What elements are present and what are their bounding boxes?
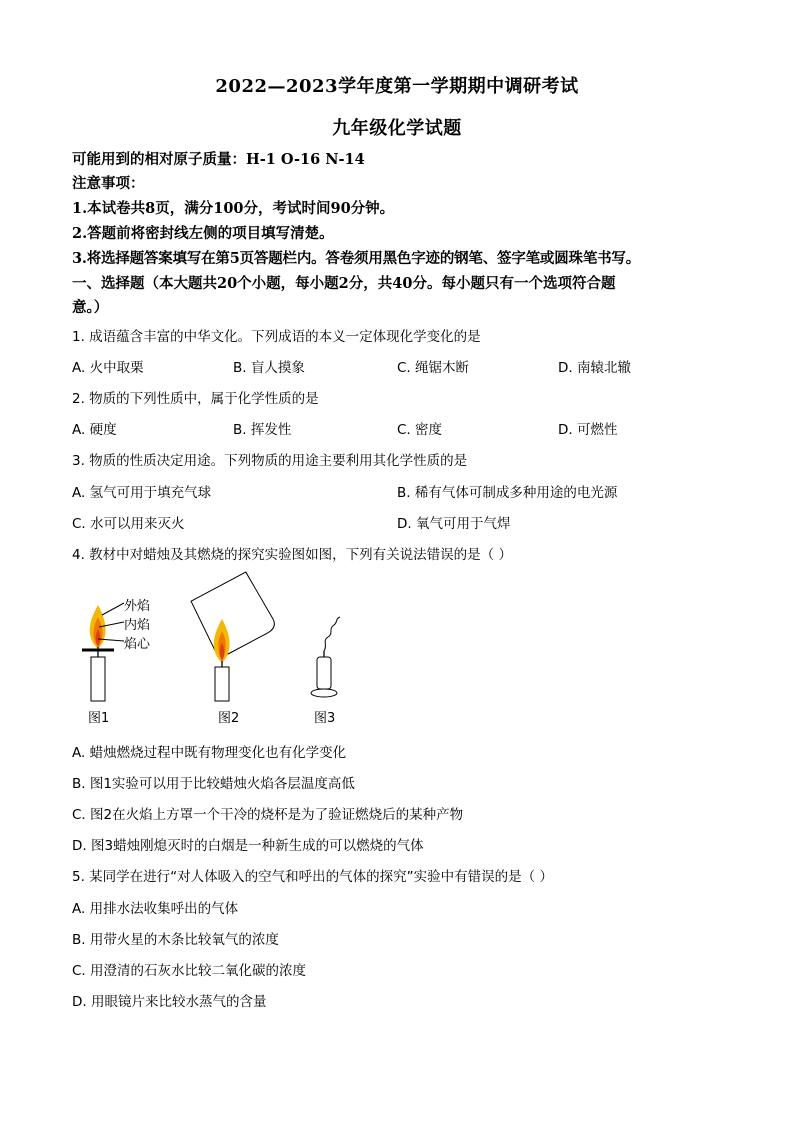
white-smoke [324, 617, 340, 651]
note-3: 3.将选择题答案填写在第5页答题栏内。答卷须用黑色字迹的钢笔、签字笔或圆珠笔书写。 [72, 250, 641, 267]
question-1-option-a[interactable]: A. 火中取栗 [72, 360, 144, 376]
section-heading-line2: 意。） [72, 299, 109, 316]
figure-1-candle [82, 603, 124, 701]
question-4-option-d[interactable]: D. 图3蜡烛刚熄灭时的白烟是一种新生成的可以燃烧的气体 [72, 838, 424, 854]
pointer-outer [102, 603, 124, 615]
candle-body-2 [215, 667, 229, 701]
question-2-option-c[interactable]: C. 密度 [397, 422, 443, 438]
question-2-option-b[interactable]: B. 挥发性 [233, 422, 292, 438]
question-3-option-c[interactable]: C. 水可以用来灭火 [72, 516, 185, 532]
label-inner-flame: 内焰 [124, 618, 151, 633]
question-3-option-d[interactable]: D. 氧气可用于气焊 [397, 516, 511, 532]
question-5-option-a[interactable]: A. 用排水法收集呼出的气体 [72, 901, 239, 917]
question-3-stem: 3. 物质的性质决定用途。下列物质的用途主要利用其化学性质的是 [72, 453, 468, 469]
question-3-option-a[interactable]: A. 氢气可用于填充气球 [72, 485, 212, 501]
beaker [189, 571, 277, 658]
question-5-option-d[interactable]: D. 用眼镜片来比较水蒸气的含量 [72, 994, 267, 1010]
atomic-mass-line: 可能用到的相对原子质量：H-1 O-16 N-14 [72, 151, 365, 168]
question-1-stem: 1. 成语蕴含丰富的中华文化。下列成语的本义一定体现化学变化的是 [72, 329, 481, 345]
note-2: 2.答题前将密封线左侧的项目填写清楚。 [72, 225, 334, 242]
label-outer-flame: 外焰 [124, 599, 151, 614]
question-1-option-d[interactable]: D. 南辕北辙 [558, 360, 631, 376]
question-4-option-c[interactable]: C. 图2在火焰上方罩一个干冷的烧杯是为了验证燃烧后的某种产物 [72, 807, 464, 823]
question-3-option-b[interactable]: B. 稀有气体可制成多种用途的电光源 [397, 485, 618, 501]
question-5-option-b[interactable]: B. 用带火星的木条比较氧气的浓度 [72, 932, 279, 948]
question-2-option-d[interactable]: D. 可燃性 [558, 422, 618, 438]
question-4-option-a[interactable]: A. 蜡烛燃烧过程中既有物理变化也有化学变化 [72, 745, 347, 761]
caption-figure-2: 图2 [218, 711, 240, 726]
caption-figure-1: 图1 [88, 711, 110, 726]
exam-title: 2022—2023学年度第一学期期中调研考试 [215, 76, 579, 97]
caption-figure-3: 图3 [314, 711, 336, 726]
note-1: 1.本试卷共8页，满分100分，考试时间90分钟。 [72, 200, 395, 217]
question-2-option-a[interactable]: A. 硬度 [72, 422, 117, 438]
question-1-option-b[interactable]: B. 盲人摸象 [233, 360, 305, 376]
section-heading-line1: 一、选择题（本大题共20个小题，每小题2分，共40分。每小题只有一个选项符合题 [72, 275, 616, 292]
figure-3-candle [311, 617, 340, 697]
exam-subtitle: 九年级化学试题 [332, 118, 462, 139]
label-flame-core: 焰心 [124, 637, 151, 652]
question-4-stem: 4. 教材中对蜡烛及其燃烧的探究实验图如图，下列有关说法错误的是（ ） [72, 547, 512, 563]
question-2-stem: 2. 物质的下列性质中，属于化学性质的是 [72, 391, 319, 407]
candle-body-3 [317, 657, 331, 689]
notes-heading: 注意事项： [72, 175, 145, 192]
question-4-option-b[interactable]: B. 图1实验可以用于比较蜡烛火焰各层温度高低 [72, 776, 355, 792]
candle-figure-svg [72, 565, 372, 730]
candle-holder [311, 689, 337, 697]
question-1-option-c[interactable]: C. 绳锯木断 [397, 360, 470, 376]
question-5-stem: 5. 某同学在进行“对人体吸入的空气和呼出的气体的探究”实验中有错误的是（ ） [72, 869, 553, 885]
figure-2-candle [189, 571, 277, 701]
candle-body [91, 657, 105, 701]
candle-experiment-figure [72, 565, 372, 730]
question-5-option-c[interactable]: C. 用澄清的石灰水比较二氧化碳的浓度 [72, 963, 307, 979]
